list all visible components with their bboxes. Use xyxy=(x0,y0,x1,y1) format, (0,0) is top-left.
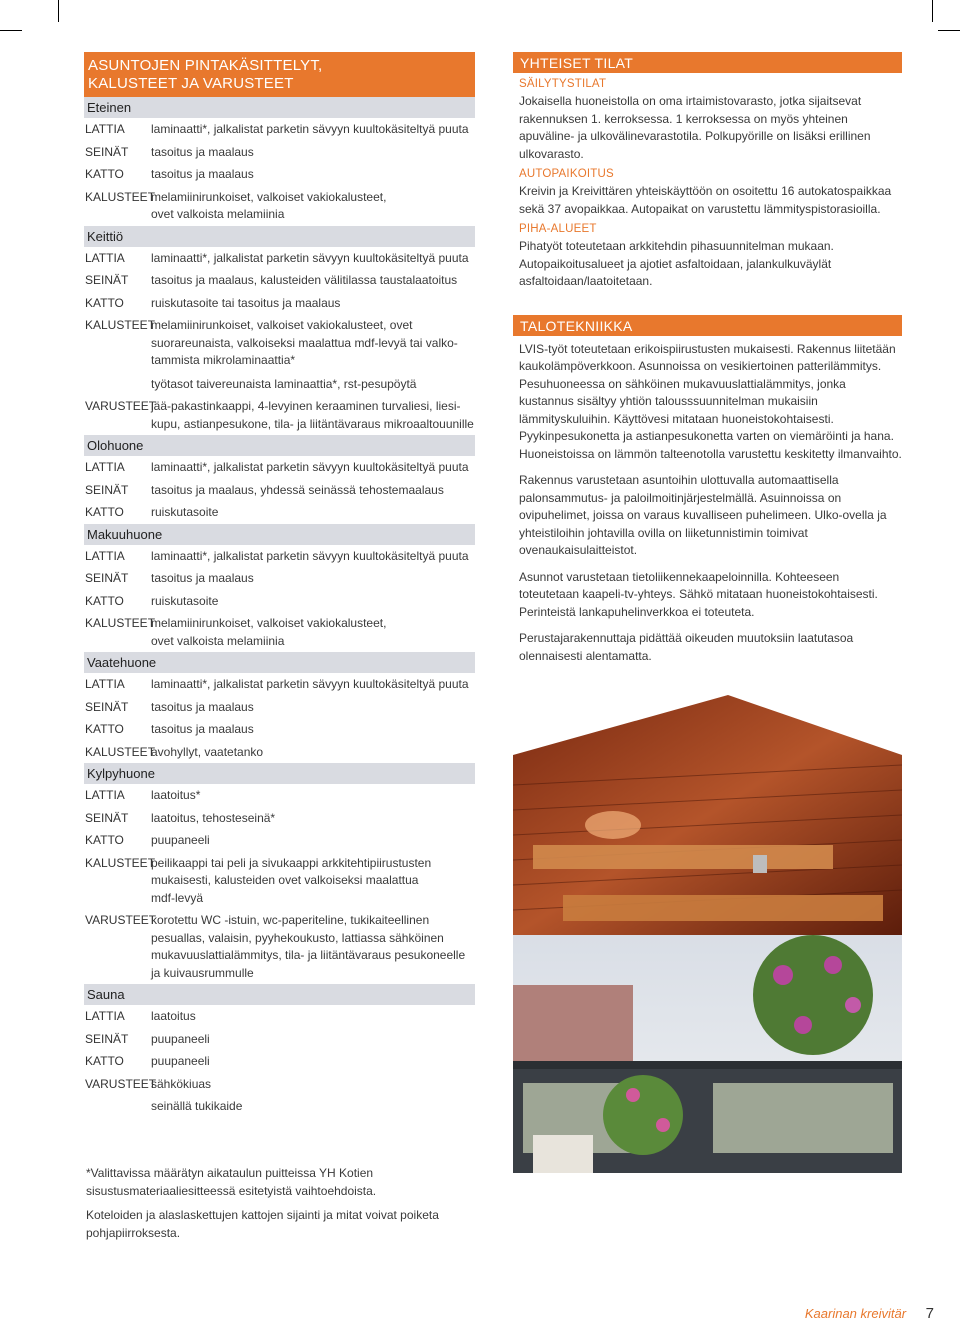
spec-line: laminaatti*, jalkalistat parketin sävyyn kuultokäsiteltyä puuta xyxy=(151,460,469,474)
spec-line: tasoitus ja maalaus, yhdessä seinässä tehostemaalaus xyxy=(151,482,444,497)
spec-value xyxy=(151,166,475,184)
spec-label: SEINÄT xyxy=(85,1031,129,1046)
spec-label: LATTIA xyxy=(85,122,125,136)
spec-line: ovet valkoista melamiinia xyxy=(151,633,285,648)
spec-row xyxy=(84,269,475,292)
room-heading: Kylpyhuone xyxy=(84,763,475,784)
spec-value xyxy=(151,250,475,268)
spec-value xyxy=(151,144,475,162)
spec-value xyxy=(151,593,475,611)
spec-value xyxy=(151,744,475,762)
spec-row xyxy=(84,247,475,270)
spec-value xyxy=(151,832,475,850)
spec-label: KALUSTEET xyxy=(85,855,156,870)
spec-row xyxy=(84,1073,475,1096)
crop-mark xyxy=(58,0,59,22)
spec-label: SEINÄT xyxy=(85,699,129,714)
spec-label: KATTO xyxy=(85,295,124,310)
spec-label: KATTO xyxy=(85,505,124,519)
autopaikoitus-subheading: AUTOPAIKOITUS xyxy=(519,168,614,180)
spec-label: KATTO xyxy=(85,722,124,736)
spec-line: laminaatti*, jalkalistat parketin sävyyn kuultokäsiteltyä puuta xyxy=(151,677,469,691)
spec-line: ruiskutasoite xyxy=(151,593,219,608)
spec-label xyxy=(85,1098,151,1116)
spec-label: KATTO xyxy=(85,593,124,608)
spec-row xyxy=(84,292,475,315)
section-title: ASUNTOJEN PINTAKÄSITTELYT, KALUSTEET JA VARUSTEET xyxy=(84,52,475,97)
spec-line: melamiinirunkoiset, valkoiset vakiokalusteet, xyxy=(151,616,387,630)
spec-row xyxy=(84,673,475,696)
spec-line: kupu, astianpesukone, tila- ja liitäntävaraus mikroaaltouunille xyxy=(151,416,474,431)
spec-label: LATTIA xyxy=(85,677,125,691)
sailytystilat-text: Jokaisella huoneistolla on oma irtaimistovarasto, jotka sijaitsevat rakennuksen 1. kerroksessa. 1 kerroksessa on myös yhteinen apuväline- ja ulkovälinevarastotila. Polkupyörille on lisäksi erillinen ulkovarasto. xyxy=(519,94,871,161)
footnote-text: *Valittavissa määrätyn aikataulun puitteissa YH Kotien sisustusmateriaaliesitteessä esitetyistä vaihtoehdoista. xyxy=(86,1166,377,1198)
spec-line: laatoitus* xyxy=(151,788,201,802)
spec-line: avohyllyt, vaatetanko xyxy=(151,744,264,759)
spec-value xyxy=(151,787,475,805)
spec-label: LATTIA xyxy=(85,788,125,802)
page-number: 7 xyxy=(925,1305,934,1322)
spec-row xyxy=(84,314,475,395)
spec-label: KALUSTEET xyxy=(85,616,156,630)
spec-line: puupaneeli xyxy=(151,833,210,847)
spec-line: tasoitus ja maalaus xyxy=(151,571,254,585)
spec-line: tammista mikrolaminaattia* xyxy=(151,353,296,367)
talotekniikka-paragraph: Perustajarakennuttaja pidättää oikeuden muutoksiin laatutasoa olennaisesti alentamatta. xyxy=(519,631,854,663)
spec-line: suorareunaista, valkoiseksi maalattua mdf-levyä tai valko- xyxy=(151,335,458,350)
crop-mark xyxy=(938,30,960,31)
spec-line: seinällä tukikaide xyxy=(151,1099,243,1113)
spec-line: tasoitus ja maalaus xyxy=(151,699,254,714)
spec-label: VARUSTEET xyxy=(85,913,157,927)
talotekniikka-paragraph: Asunnot varustetaan tietoliikennekaapeloinnilla. Kohteeseen toteutetaan kaapeli-tv-yhteys. Sähkö mitataan huoneistokohtaisesti. Perinteistä lankapuhelinverkkoa ei toteuteta. xyxy=(519,569,878,619)
spec-row xyxy=(84,1095,475,1118)
spec-value xyxy=(151,548,475,566)
spec-value xyxy=(151,317,475,393)
spec-label: LATTIA xyxy=(85,250,125,265)
spec-label: KATTO xyxy=(85,167,124,181)
spec-row xyxy=(84,741,475,764)
sauna-balcony-photo xyxy=(513,695,902,1173)
brand-name: Kaarinan kreivitär xyxy=(804,1306,907,1321)
spec-line: melamiinirunkoiset, valkoiset vakiokalusteet, ovet xyxy=(151,318,413,332)
spec-label: SEINÄT xyxy=(85,273,129,287)
spec-row xyxy=(84,501,475,524)
crop-mark xyxy=(0,30,22,31)
spec-value xyxy=(151,121,475,139)
spec-row xyxy=(84,1028,475,1051)
spec-value xyxy=(151,615,475,650)
spec-row xyxy=(84,612,475,652)
spec-label: VARUSTEET xyxy=(85,399,157,413)
room-heading: Eteinen xyxy=(84,97,475,118)
spec-value xyxy=(151,295,475,313)
spec-row xyxy=(84,852,475,910)
spec-row xyxy=(84,186,475,226)
spec-value xyxy=(151,810,475,828)
spec-line: tasoitus ja maalaus xyxy=(151,722,254,736)
spec-value xyxy=(151,855,475,908)
spec-line: puupaneeli xyxy=(151,1031,210,1046)
spec-row xyxy=(84,829,475,852)
spec-line: jää-pakastinkaappi, 4-levyinen keraaminen turvaliesi, liesi- xyxy=(151,399,461,413)
spec-value xyxy=(151,570,475,588)
spec-value xyxy=(151,1076,475,1094)
spec-value xyxy=(151,189,475,224)
spec-row xyxy=(84,118,475,141)
spec-value xyxy=(151,272,475,290)
spec-line: laminaatti*, jalkalistat parketin sävyyn kuultokäsiteltyä puuta xyxy=(151,122,469,136)
spec-line: ruiskutasoite xyxy=(151,505,219,519)
spec-value xyxy=(151,398,475,433)
talotekniikka-paragraph: LVIS-työt toteutetaan erikoispiirustusten mukaisesti. Rakennus liitetään kaukolämpöverkkoon. Asunnoissa on vesikiertoinen patterilämmitys. Pesuhuoneessa on sähköinen mukavuuslattialämmitys, jonka kustannus sisältyy yhtiön talousssuunnitelman mukaisiin lämmityskuluihin. Käyttövesi mitataan huoneistokohtaisesti. Pyykinpesukonetta ja astianpesukonetta varten on viemäröinti ja hana. Huoneistoissa on lämmön talteenotolla varustettu keskitetty ilmanvaihto. xyxy=(519,341,902,461)
spec-value xyxy=(151,721,475,739)
spec-line: puupaneeli xyxy=(151,1054,210,1068)
spec-label: SEINÄT xyxy=(85,571,129,585)
spec-value xyxy=(151,912,475,982)
spec-line: peilikaappi tai peli ja sivukaappi arkkitehtipiirustusten xyxy=(151,855,432,870)
spec-value xyxy=(151,1053,475,1071)
spec-row xyxy=(84,590,475,613)
spec-row xyxy=(84,163,475,186)
spec-value xyxy=(151,1008,475,1026)
spec-row xyxy=(84,807,475,830)
spec-value xyxy=(151,676,475,694)
spec-row xyxy=(84,1050,475,1073)
spec-label: LATTIA xyxy=(85,1009,125,1023)
autopaikoitus-text: Kreivin ja Kreivittären yhteiskäyttöön on osoitettu 16 autokatospaikkaa sekä 37 avopaikkaa. Autopaikat on varustettu lämmityspistorasioilla. xyxy=(519,184,892,216)
spec-row xyxy=(84,395,475,435)
spec-row xyxy=(84,141,475,164)
spec-label: KATTO xyxy=(85,1054,124,1068)
spec-label: LATTIA xyxy=(85,548,125,563)
spec-value xyxy=(151,1031,475,1049)
room-heading: Olohuone xyxy=(84,435,475,456)
spec-line: korotettu WC -istuin, wc-paperiteline, tukikaiteellinen xyxy=(151,913,430,927)
spec-row xyxy=(84,567,475,590)
room-list xyxy=(84,97,475,1118)
spec-label: VARUSTEET xyxy=(85,1076,157,1091)
spec-value xyxy=(151,1098,475,1116)
spec-value xyxy=(151,482,475,500)
spec-line: mdf-levyä xyxy=(151,890,204,905)
page-footer xyxy=(805,1305,934,1322)
room-heading: Keittiö xyxy=(84,226,475,247)
spec-line: tasoitus ja maalaus, kalusteiden välitilassa taustalaatoitus xyxy=(151,273,458,287)
spec-row xyxy=(84,718,475,741)
right-column xyxy=(513,52,902,665)
spec-line: sähkökiuas xyxy=(151,1076,212,1091)
yhteiset-tilat-heading: YHTEISET TILAT xyxy=(513,52,902,73)
spec-line: melamiinirunkoiset, valkoiset vakiokalusteet, xyxy=(151,189,387,204)
spec-line: tasoitus ja maalaus xyxy=(151,144,254,159)
sailytystilat-subheading: SÄILYTYSTILAT xyxy=(519,78,607,90)
spec-line: ja kuivausrummulle xyxy=(151,965,254,980)
spec-row xyxy=(84,1005,475,1028)
spec-line: ovet valkoista melamiinia xyxy=(151,207,285,221)
spec-value xyxy=(151,459,475,477)
spec-line: laminaatti*, jalkalistat parketin sävyyn kuultokäsiteltyä puuta xyxy=(151,250,469,265)
spec-label: KATTO xyxy=(85,833,124,847)
spec-line: työtasot taivereunaista laminaattia*, rst-pesupöytä xyxy=(151,376,417,391)
spec-label: KALUSTEET xyxy=(85,318,156,332)
spec-row xyxy=(84,784,475,807)
room-heading: Makuuhuone xyxy=(84,524,475,545)
spec-label: KALUSTEET xyxy=(85,744,156,759)
spec-line: laatoitus, tehosteseinä* xyxy=(151,810,276,825)
room-heading: Sauna xyxy=(84,984,475,1005)
footnote xyxy=(86,1164,476,1242)
footnote-text: Koteloiden ja alaslaskettujen kattojen sijainti ja mitat voivat poiketa pohjapiirroksesta. xyxy=(86,1208,439,1240)
spec-label: SEINÄT xyxy=(85,482,129,497)
talotekniikka-heading: TALOTEKNIIKKA xyxy=(513,315,902,336)
talotekniikka-paragraph: Rakennus varustetaan asuntoihin ulottuvalla automaattisella palonsammutus- ja paloilmoitinjärjestelmällä. Asuinnoissa on ovipuhelimet, joissa on varaus kuvalliseen puhelimeen. Ulko-ovella ja yhteistiloihin johtavilla ovilla on liiketunnistimin toimivat ovenaukaisulaitteistot. xyxy=(519,473,887,557)
spec-label: SEINÄT xyxy=(85,144,129,159)
spec-line: pesuallas, valaisin, pyyhekoukusto, lattiassa sähköinen xyxy=(151,930,444,945)
spec-line: mukavuuslattialämmitys, tila- ja liitäntävaraus pesukoneelle xyxy=(151,948,466,962)
spec-row xyxy=(84,479,475,502)
piha-alueet-text: Pihatyöt toteutetaan arkkitehdin pihasuunnitelman mukaan. Autopaikoitusalueet ja ajotiet asfaltoidaan, jalankulkuväylät asfaltoidaan/laatoitetaan. xyxy=(519,239,834,288)
spec-line: ruiskutasoite tai tasoitus ja maalaus xyxy=(151,295,341,310)
spec-row xyxy=(84,456,475,479)
spec-value xyxy=(151,504,475,522)
room-heading: Vaatehuone xyxy=(84,652,475,673)
spec-line: laatoitus xyxy=(151,1009,196,1023)
spec-row xyxy=(84,696,475,719)
spec-label: LATTIA xyxy=(85,460,125,474)
spec-row xyxy=(84,909,475,984)
crop-mark xyxy=(932,0,933,22)
spec-value xyxy=(151,699,475,717)
piha-alueet-subheading: PIHA-ALUEET xyxy=(519,223,597,235)
finishes-section xyxy=(84,52,475,1118)
spec-line: tasoitus ja maalaus xyxy=(151,167,254,181)
spec-line: laminaatti*, jalkalistat parketin sävyyn kuultokäsiteltyä puuta xyxy=(151,548,469,563)
spec-line: mukaisesti, kalusteiden ovet valkoiseksi maalattua xyxy=(151,873,419,887)
spec-row xyxy=(84,545,475,568)
spec-label: SEINÄT xyxy=(85,810,129,825)
spec-label: KALUSTEET xyxy=(85,189,156,204)
